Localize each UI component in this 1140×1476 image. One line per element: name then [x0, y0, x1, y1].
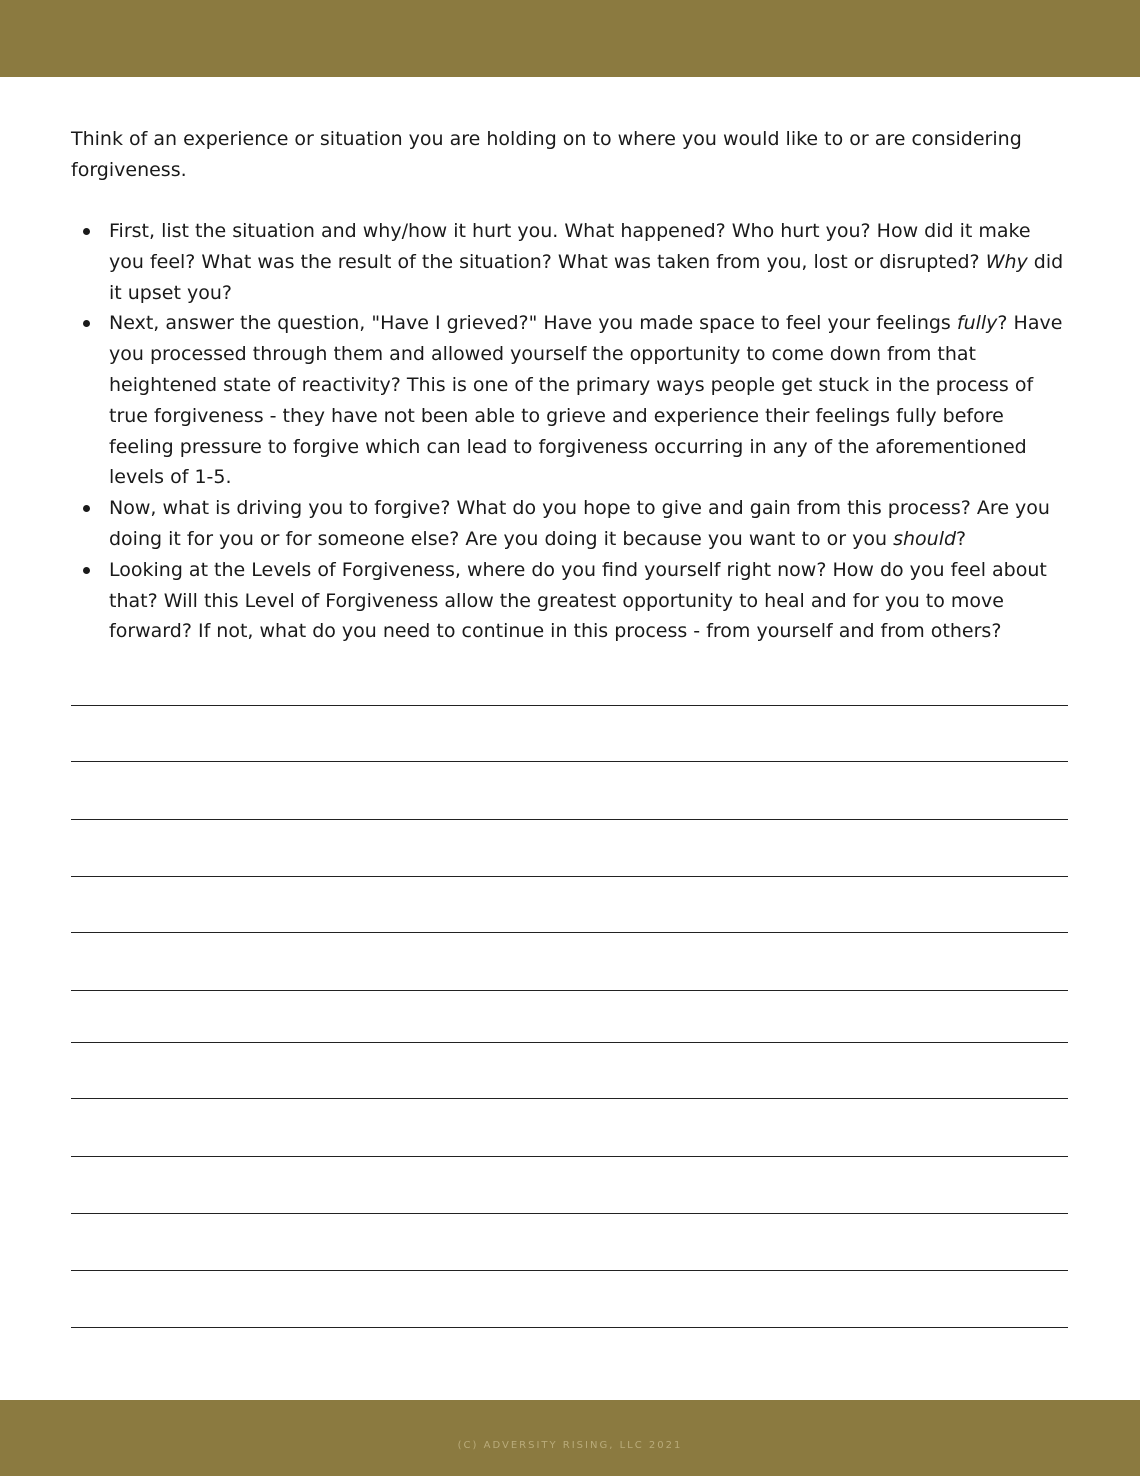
writing-line[interactable] [71, 1098, 1068, 1099]
writing-line[interactable] [71, 1213, 1068, 1214]
prompt-text: Next, answer the question, "Have I grieved?" Have you made space to feel your feelings [109, 312, 957, 335]
writing-line[interactable] [71, 1327, 1068, 1328]
prompt-text: Now, what is driving you to forgive? What do you hope to give and gain from this process? Are you doing it for you or for someone else? Are you doing it because you want to or you [109, 497, 1050, 550]
writing-line[interactable] [71, 1042, 1068, 1043]
writing-line[interactable] [71, 876, 1068, 877]
prompt-item [109, 216, 1071, 308]
writing-line[interactable] [71, 1156, 1068, 1157]
copyright-footer: (C) ADVERSITY RISING, LLC 2021 [457, 1440, 683, 1451]
header-band [0, 0, 1140, 77]
prompt-item [109, 493, 1071, 555]
writing-line[interactable] [71, 819, 1068, 820]
writing-line[interactable] [71, 990, 1068, 991]
footer-band [0, 1400, 1140, 1476]
prompt-emphasis: Why [985, 250, 1028, 273]
writing-line[interactable] [71, 761, 1068, 762]
intro-paragraph: Think of an experience or situation you are holding on to where you would like to or are considering forgiveness. [71, 128, 1022, 181]
prompt-list [71, 216, 1071, 647]
writing-line[interactable] [71, 1270, 1068, 1271]
prompt-item [109, 308, 1071, 493]
prompt-text: ? [956, 527, 967, 550]
prompt-emphasis: should [893, 527, 957, 550]
prompt-text: First, list the situation and why/how it hurt you. What happened? Who hurt you? How did it make you feel? What was the result of the situation? What was taken from you, lost or disrupted? [109, 220, 1031, 273]
writing-line[interactable] [71, 932, 1068, 933]
prompt-emphasis: fully [956, 312, 998, 335]
writing-line[interactable] [71, 705, 1068, 706]
prompt-text: Looking at the Levels of Forgiveness, where do you find yourself right now? How do you feel about that? Will this Level of Forgiveness allow the greatest opportunity to heal and for you to move forward? If not, what do you need to continue in this process - from yourself and from others? [109, 558, 1047, 643]
prompt-text: ? Have you processed through them and allowed yourself the opportunity to come down from that heightened state of reactivity? This is one of the primary ways people get stuck in the process of true forgiveness - they have not been able to grieve and experience their feelings fully before feeling pressure to forgive which can lead to forgiveness occurring in any of the aforementioned levels of 1-5. [109, 312, 1063, 489]
prompt-text: did it upset you? [109, 250, 1064, 304]
prompt-item [109, 555, 1071, 647]
